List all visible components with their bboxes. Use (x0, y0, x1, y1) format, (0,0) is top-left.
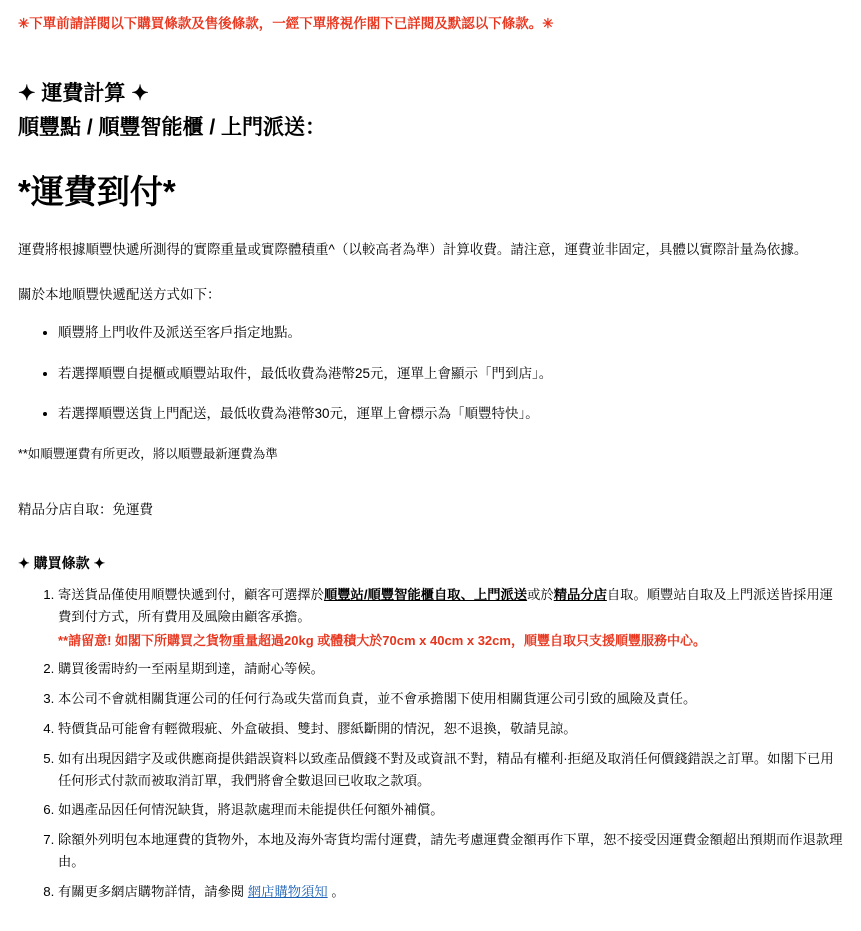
spacer (18, 34, 843, 80)
terms-text: 有關更多網店購物詳情，請參閱 (58, 884, 248, 900)
terms-item (58, 829, 843, 873)
terms-text: 本公司不會就相關貨運公司的任何行為或失當而負責，並不會承擔閣下使用相關貨運公司引致的風險及責任。 (58, 690, 697, 706)
shipping-paragraph: 運費將根據順豐快遞所測得的實際重量或實際體積重^（以較高者為準）計算收費。請注意，運費並非固定，具體以實際計量為依據。 (18, 242, 808, 258)
terms-text: 。 (327, 884, 345, 900)
terms-item (58, 718, 843, 740)
top-notice: ✳下單前請詳閱以下購買條款及售後條款，一經下單將視作閣下已詳閱及默認以下條款。✳ (18, 16, 554, 31)
terms-list (18, 584, 843, 903)
terms-text: 特價貨品可能會有輕微瑕疵、外盒破損、雙封、膠紙斷開的情況，恕不退換，敬請見諒。 (58, 720, 577, 736)
terms-text: 如遇產品因任何情況缺貨，將退款處理而未能提供任何額外補償。 (58, 802, 444, 818)
terms-text: 寄送貨品僅使用順豐快遞到付，顧客可選擇於 (58, 586, 324, 602)
list-item: • 若選擇順豐自提櫃或順豐站取件，最低收費為港幣25元，運單上會顯示「門到店」。 (58, 363, 843, 385)
shipping-change-note: **如順豐運費有所更改，將以順豐最新運費為準 (18, 447, 278, 461)
shipping-heading: ✦ 運費計算 ✦ (18, 82, 149, 106)
store-pickup-note: 精品分店自取：免運費 (18, 502, 153, 518)
terms-item (58, 688, 843, 710)
list-item: • 若選擇順豐送貨上門配送，最低收費為港幣30元，運單上會標示為「順豐特快」。 (58, 403, 843, 425)
shipping-bullet-list (18, 322, 843, 425)
terms-heading: ✦ 購買條款 ✦ (18, 555, 106, 572)
terms-text: 自取。順豐站自取及上門派送皆採用運費到付方式，所有費用及風險由顧客承擔。 (58, 586, 833, 624)
terms-item (58, 748, 843, 792)
shopping-guide-link[interactable]: 網店購物須知 (247, 884, 328, 900)
shipping-subheading: 順豐點 / 順豐智能櫃 / 上門派送： (18, 115, 327, 139)
cod-heading: *運費到付* (18, 173, 176, 211)
terms-item (58, 584, 843, 652)
terms-text: 或於 (527, 586, 554, 602)
terms-item (58, 799, 843, 821)
terms-item (58, 881, 843, 903)
shipping-methods-intro: 關於本地順豐快遞配送方式如下： (18, 287, 221, 303)
terms-emphasis: 精品分店 (553, 586, 607, 602)
terms-text: 如有出現因錯字及或供應商提供錯誤資料以致產品價錢不對及或資訊不對，精品有權利·拒絕及取消任何價錢錯誤之訂單。如閣下已用任何形式付款而被取消訂單，我們將會全數退回已收取之款項。 (58, 750, 834, 788)
terms-warning: **請留意! 如閣下所購買之貨物重量超過20kg 或體積大於70cm x 40cm x 32cm，順豐自取只支援順豐服務中心。 (58, 632, 706, 648)
terms-item (58, 658, 843, 680)
terms-text: 除額外列明包本地運費的貨物外，本地及海外寄貨均需付運費，請先考慮運費金額再作下單，恕不接受因運費金額超出預期而作退款理由。 (58, 832, 843, 870)
terms-text: 購買後需時約一至兩星期到達，請耐心等候。 (58, 660, 324, 676)
terms-emphasis: 順豐站/順豐智能櫃自取、上門派送 (323, 586, 528, 602)
list-item: • 順豐將上門收件及派送至客戶指定地點。 (58, 322, 843, 344)
